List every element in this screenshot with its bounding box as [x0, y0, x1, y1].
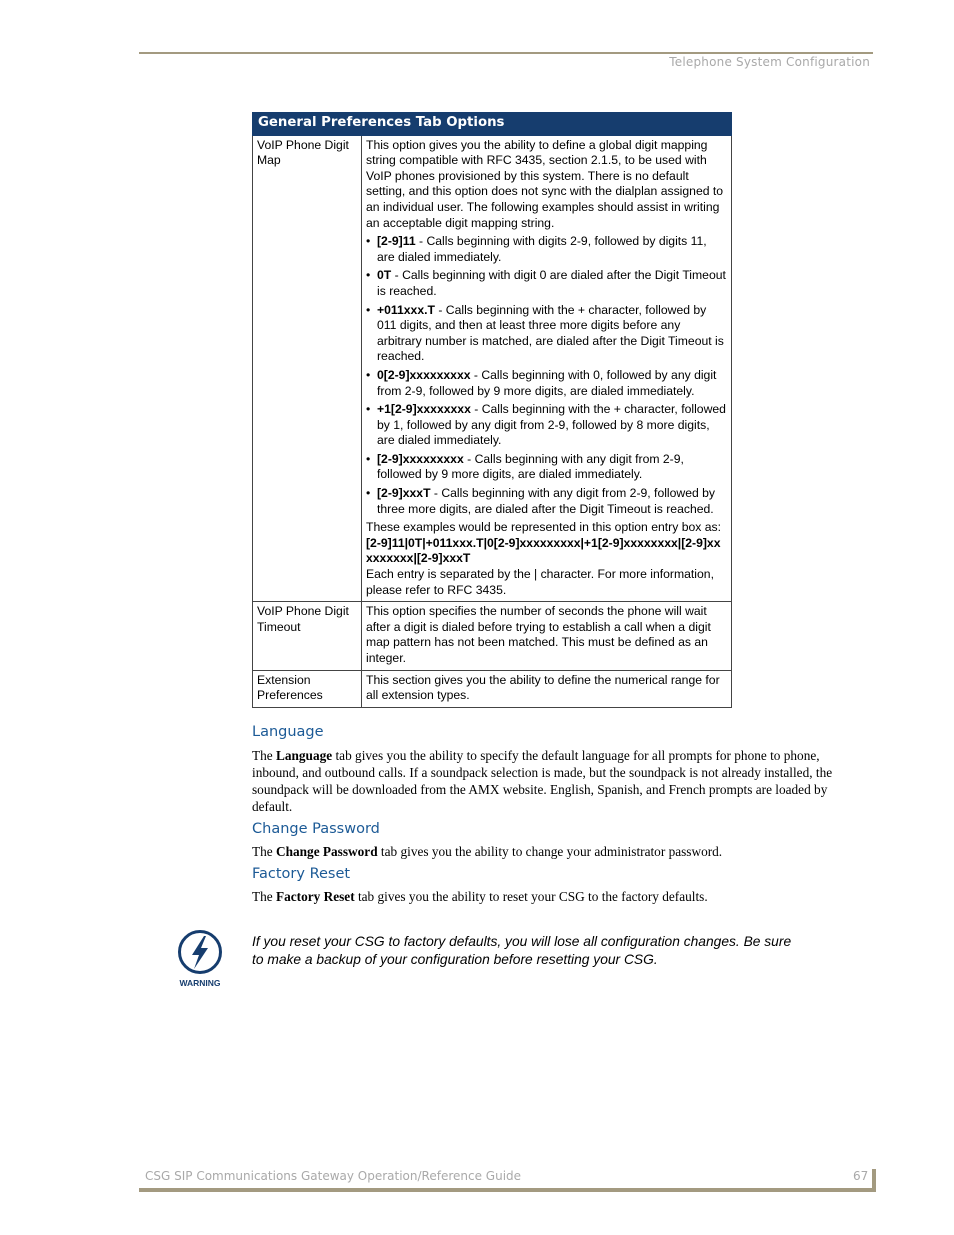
- option-description: This option specifies the number of seconds the phone will wait after a digit is dialed before trying to establish a call when a digit map pattern has not been matched. This must be defined as an integer.: [362, 602, 732, 670]
- example-item: • +011xxx.T - Calls beginning with the + character, followed by 011 digits, and then at least three more digits before any arbitrary number is matched, are dialed after the Digit Timeout is reached.: [366, 303, 727, 365]
- warning-text: If you reset your CSG to factory defaults, you will lose all configuration changes. Be sure to make a backup of your configuration before resetting your CSG.: [252, 934, 792, 967]
- change-password-heading: Change Password: [252, 821, 380, 837]
- option-name: VoIP Phone Digit Timeout: [253, 602, 362, 670]
- general-preferences-table: [252, 112, 732, 708]
- footer-rule: [139, 1188, 876, 1192]
- change-password-paragraph: The Change Password tab gives you the ability to change your administrator password.: [252, 844, 723, 859]
- language-heading: Language: [252, 724, 324, 740]
- option-description: This section gives you the ability to define the numerical range for all extension types.: [362, 670, 732, 707]
- factory-reset-heading: Factory Reset: [252, 866, 351, 882]
- example-item: • +1[2-9]xxxxxxxx - Calls beginning with the + character, followed by 1, followed by any digit from 2-9, followed by 8 more digits, are dialed immediately.: [366, 402, 727, 449]
- svg-text:WARNING: WARNING: [179, 978, 221, 988]
- page-number: 67: [853, 1169, 869, 1183]
- digit-map-intro: This option gives you the ability to define a global digit mapping string compatible with RFC 3435, section 2.1.5, to be used with VoIP phones provisioned by this system. There is no default setting, and this option does not sync with the dialplan assigned to an individual user. The following examples should assist in writing an acceptable digit mapping string.: [366, 137, 724, 230]
- factory-reset-paragraph: The Factory Reset tab gives you the ability to reset your CSG to the factory defaults.: [252, 889, 708, 904]
- combined-intro: These examples would be represented in this option entry box as:: [366, 520, 721, 535]
- running-header: Telephone System Configuration: [669, 55, 870, 69]
- example-item: • [2-9]11 - Calls beginning with digits 2-9, followed by digits 11, are dialed immediately.: [366, 234, 727, 265]
- option-name: Extension Preferences: [253, 670, 362, 707]
- table-row: [253, 135, 732, 602]
- option-name: VoIP Phone Digit Map: [253, 135, 362, 602]
- footer-guide-title: CSG SIP Communications Gateway Operation/Reference Guide: [145, 1169, 522, 1183]
- table-title: General Preferences Tab Options: [253, 113, 732, 136]
- example-item: • [2-9]xxxT - Calls beginning with any digit from 2-9, followed by three more digits, are dialed after the Digit Timeout is reached.: [366, 486, 727, 517]
- table-row: [253, 602, 732, 670]
- table-row: [253, 670, 732, 707]
- header-rule: [139, 52, 873, 54]
- option-description: [362, 135, 732, 602]
- language-paragraph: The Language tab gives you the ability to specify the default language for all prompts for phone to phone, inbound, and outbound calls. If a soundpack selection is made, but the soundpack is not already installed, the soundpack will be downloaded from the AMX website. English, Spanish, and French prompts are loaded by default.: [252, 748, 833, 814]
- digit-map-examples: [366, 234, 727, 517]
- example-item: • 0T - Calls beginning with digit 0 are dialed after the Digit Timeout is reached.: [366, 268, 727, 299]
- example-item: • [2-9]xxxxxxxxx - Calls beginning with any digit from 2-9, followed by 9 more digits, are dialed immediately.: [366, 452, 727, 483]
- digit-map-outro: Each entry is separated by the | character. For more information, please refer to RFC 3435.: [366, 567, 714, 597]
- example-item: • 0[2-9]xxxxxxxxx - Calls beginning with 0, followed by any digit from 2-9, followed by 9 more digits, are dialed immediately.: [366, 368, 727, 399]
- combined-code: [2-9]11|0T|+011xxx.T|0[2-9]xxxxxxxxx|+1[2-9]xxxxxxxx|[2-9]xxxxxxxxx|[2-9]xxxT: [366, 535, 721, 566]
- warning-icon: [176, 928, 224, 990]
